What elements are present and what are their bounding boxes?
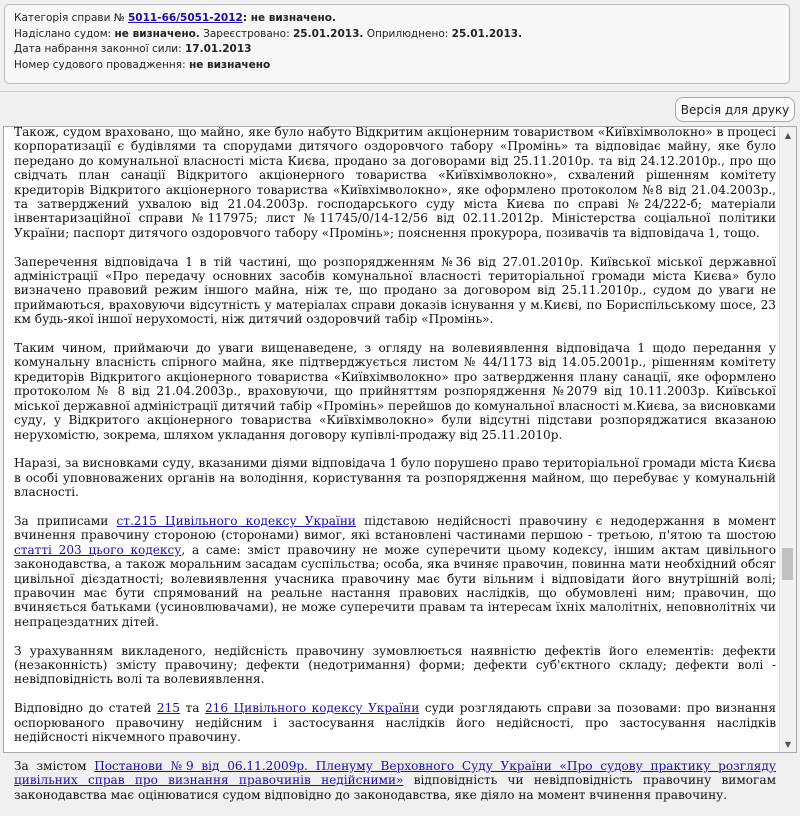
section-divider [0,91,800,92]
case-category-line: Категорія справи № 5011-66/5051-2012: не визначено. [14,12,336,24]
vertical-scrollbar[interactable] [779,127,796,752]
paragraph-8-text-b: відповідність чи невідповідність правочину вимогам законодавства має оцінюватися судом відповідно до законодавства, яке діяло на момент вчинення правочину. [14,773,777,802]
published-value: 25.01.2013. [451,27,523,40]
scrollbar-thumb[interactable] [782,548,793,580]
published-label: Оприлюднено: [366,27,449,40]
paragraph-8 [14,759,776,802]
proceeding-label: Номер судового провадження: [14,58,186,71]
civil-code-article-216-link[interactable]: 216 Цивільного кодексу України [204,701,420,716]
document-text [14,125,776,816]
paragraph-7-text-c: суди розглядають справи за позовами: про визнання оспорюваного правочину недійсним і застосування наслідків його недійсності, про застосування наслідків недійсності нікчемного правочину. [14,701,776,744]
paragraph-5-text-c: , а саме: зміст правочину не може суперечити цьому кодексу, іншим актам цивільного законодавства, а також моральним засадам суспільства; особа, яка вчиняє правочин, повинна мати необхідний обсяг цивільної дієздатності; волевиявлення учасника правочину має бути вільним і відповідати його внутрішній волі; правочин має бути спрямований на реальне настання правових наслідків, що обумовлені ним; правочин, що вчиняється батьками (усиновлювачами), не може суперечити правам та інтересам їхніх малолітніх, неповнолітніх чи непрацездатних дітей. [14,542,776,629]
case-info-panel [4,4,790,84]
scroll-up-arrow-icon[interactable]: ▲ [784,130,792,140]
sent-label: Надіслано судом: [14,27,112,40]
registered-label: Зареєстровано: [203,27,290,40]
paragraph-3: Таким чином, приймаючи до уваги вищенаведене, з огляду на волевиявлення відповідача 1 щодо передання у комунальну власність спірного майна, яке підтверджується листом № 44/1173 від 14.05.2001р., рішенням комітету кредиторів Відкритого акціонерного товариства «Київхімволокно» про затвердження плану санації, яке оформлено протоколом № 8 від 21.04.2003р., враховуючи, що прийняттям розпорядження №2079 від 10.11.2003р. Київської міської державної адміністрації дитячий табір «Промінь» перейшов до комунальної власності м.Києва, за висновками суду, у Відкритого акціонерного товариства «Київхімволокно» були відсутні підстави розпоряджатися вказаною нерухомістю, зокрема, шляхом укладання договору купівлі-продажу від 25.11.2010р. [14,341,776,442]
civil-code-article-215-link[interactable]: ст.215 Цивільного кодексу України [116,513,356,528]
effective-date-line [14,42,789,58]
category-value: не визначено. [250,12,336,24]
paragraph-7 [14,701,776,744]
effective-label: Дата набрання законної сили: [14,43,182,55]
paragraph-7-text-a: Відповідно до статей [14,701,157,716]
paragraph-5-text-a: За приписами [14,513,117,528]
paragraph-2: Заперечення відповідача 1 в тій частині, що розпорядженням №36 від 27.01.2010р. Київської міської державної адміністрації «Про передачу основних засобів комунальної власності територіальної громади міста Києва» було визначено правовий режим іншого майна, ніж те, що продано за договором від 25.11.2010р., судом до уваги не приймаються, враховуючи відсутність у матеріалах справи доказів існування у м.Києві, по Бориспільському шосе, 23 км будь-якої іншої нерухомості, ніж дитячий оздоровчий табір «Промінь». [14,254,776,327]
paragraph-6: З урахуванням викладеного, недійсність правочину зумовлюється наявністю дефектів його елементів: дефекти (незаконність) змісту правочину; дефекти (недотримання) форми; дефекти суб'єктного складу; дефекти волі - невідповідність волі та волевиявлення. [14,643,776,687]
registered-value: 25.01.2013. [292,27,364,40]
paragraph-7-text-b: та [180,701,205,716]
sent-value: не визначено. [114,27,200,40]
paragraph-8-text-a: За змістом [14,758,95,773]
sent-registered-line [14,27,789,43]
effective-value: 17.01.2013 [185,43,252,55]
proceeding-value: не визначено [188,58,271,71]
paragraph-1: Також, судом враховано, що майно, яке було набуто Відкритим акціонерним товариством «Київхімволокно» в процесі корпоратизації є будівлями та спорудами дитячого оздоровчого табору «Промінь» та відповідає майну, яке було передано до комунальної власності міста Києва, продано за договорами від 25.11.2010р. та від 24.12.2010р., про що свідчать план санації Відкритого акціонерного товариства «Київхімволокно», схвалений рішенням комітету кредиторів Відкритого акціонерного товариства «Київхімволокно», яке оформлено протоколом №8 від 21.04.2003р., та затверджений ухвалою від 21.04.2003р. господарського суду міста Києва по справі №24/222-б; матеріали інвентаризаційної справи №117975; лист №11745/0/14-12/56 від 02.11.2012р. Міністерства соціальної політики України; паспорт дитячого оздоровчого табору «Промінь»; пояснення прокурора, позивачів та відповідача 1, тощо. [14,125,776,240]
case-number-link[interactable]: 5011-66/5051-2012 [128,12,243,24]
proceeding-number-line [14,58,789,74]
document-viewer[interactable] [3,125,797,802]
paragraph-5 [14,514,776,629]
paragraph-5-text-b: підставою недійсності правочину є недодержання в момент вчинення правочину стороною (сторонами) вимог, які встановлені частинами першою - третьою, п'ятою та шостою [14,513,776,543]
print-version-button[interactable]: Версія для друку [675,97,795,122]
category-label: Категорія справи № [14,12,125,24]
article-203-link[interactable]: статті 203 цього кодексу [14,542,182,557]
scroll-down-arrow-icon[interactable]: ▼ [784,739,792,749]
plenum-resolution-link[interactable]: Постанови №9 від 06.11.2009р. Пленуму Верховного Суду України «Про судову практику розгляду цивільних справ про визнання правочинів недійсними» [14,758,776,788]
article-215-link[interactable]: 215 [156,701,181,716]
paragraph-4: Наразі, за висновками суду, вказаними діями відповідача 1 було порушено право територіальної громади міста Києва в особі уповноважених органів на володіння, користування та розпорядження майном, що перебуває у комунальній власності. [14,456,777,500]
